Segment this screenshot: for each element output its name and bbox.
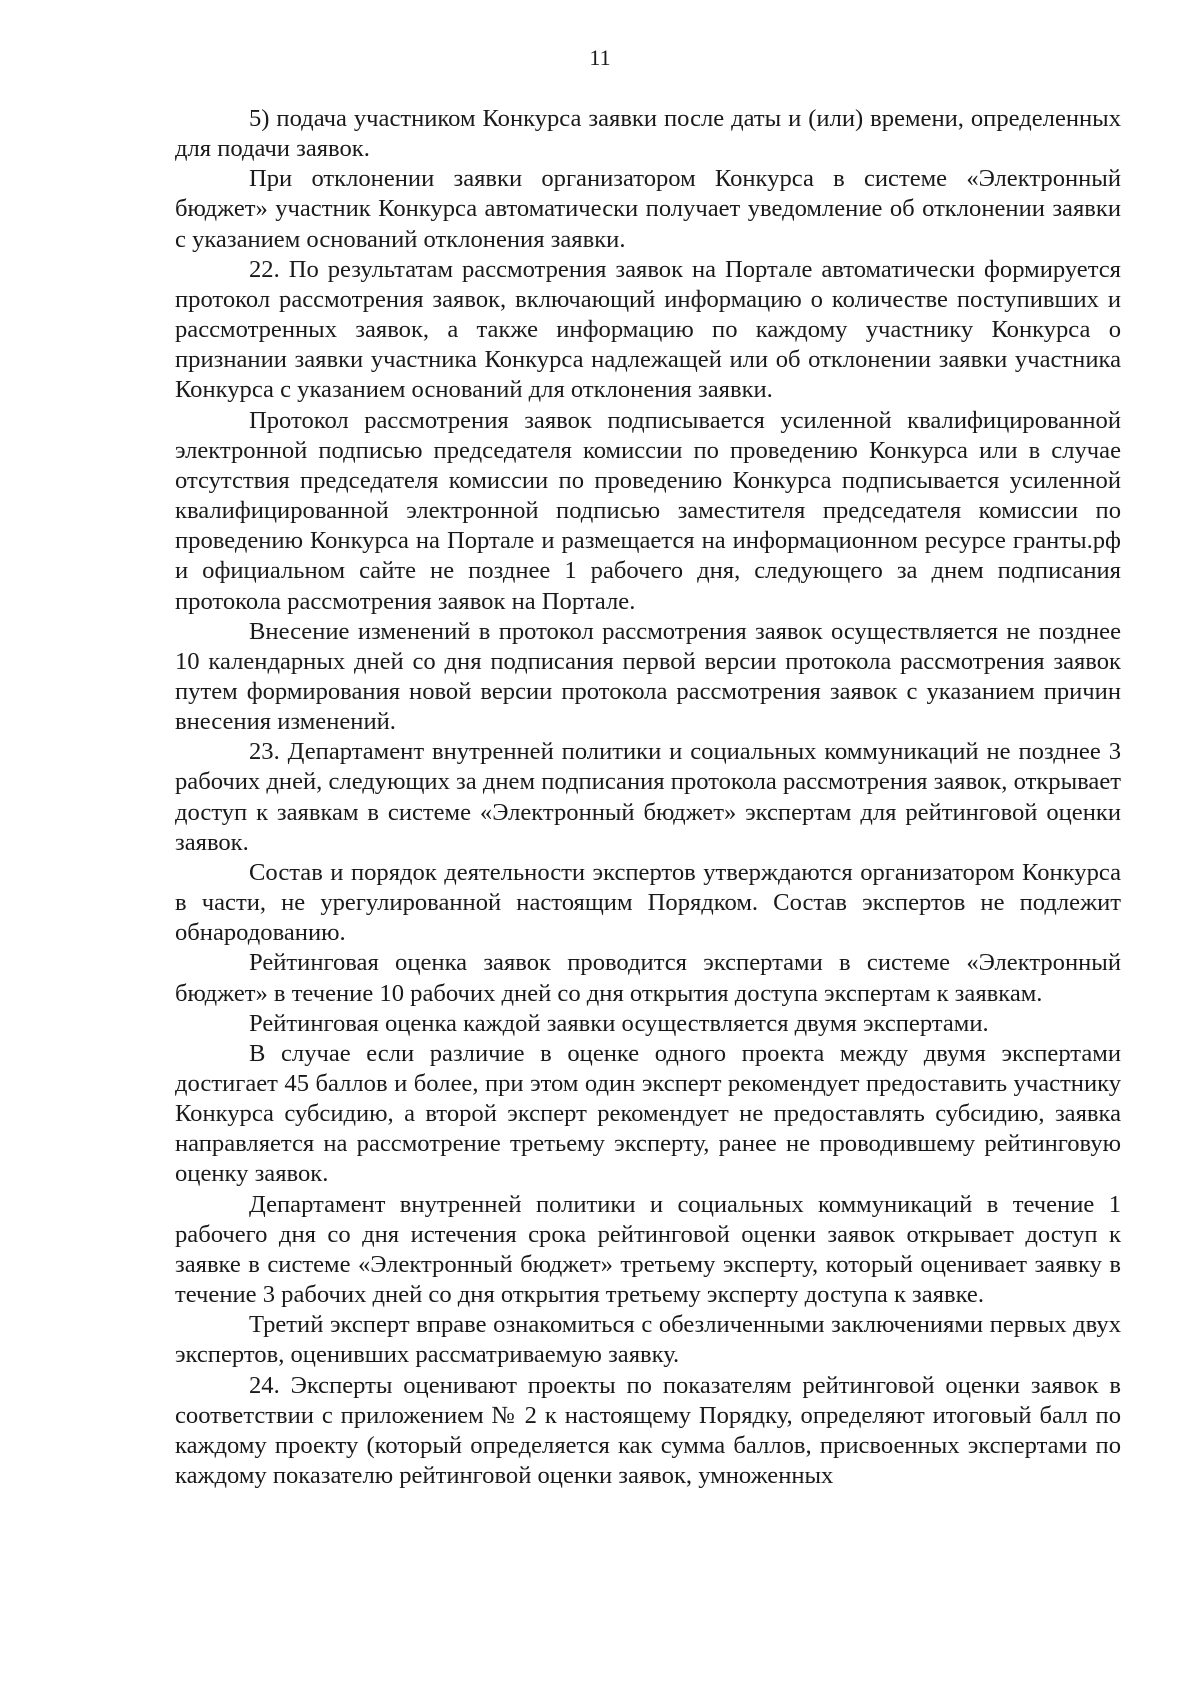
paragraph-clause-23: 23. Департамент внутренней политики и социальных коммуникаций не позднее 3 рабочих дней, следующих за днем подписания протокола рассмотрения заявок, открывает доступ к заявкам в системе «Электронный бюджет» экспертам для рейтинговой оценки заявок. (175, 738, 1121, 856)
paragraph-third-expert-review: Третий эксперт вправе ознакомиться с обезличенными заключениями первых двух экспертов, оценивших рассматриваемую заявку. (175, 1311, 1121, 1369)
document-body (175, 104, 1121, 1491)
paragraph-item-5: 5) подача участником Конкурса заявки после даты и (или) времени, определенных для подачи заявок. (175, 105, 1121, 163)
paragraph-third-expert-access: Департамент внутренней политики и социальных коммуникаций в течение 1 рабочего дня со дня истечения срока рейтинговой оценки заявок открывает доступ к заявке в системе «Электронный бюджет» третьему эксперту, который оценивает заявку в течение 3 рабочих дней со дня открытия третьему эксперту доступа к заявке. (175, 1190, 1121, 1309)
paragraph-protocol-signing: Протокол рассмотрения заявок подписывается усиленной квалифицированной электронной подписью председателя комиссии по проведению Конкурса или в случае отсутствия председателя комиссии по проведению Конкурса подписывается усиленной квалифицированной электронной подписью заместителя председателя комиссии по проведению Конкурса на Портале и размещается на информационном ресурсе гранты.рф и официальном сайте не позднее 1 рабочего дня, следующего за днем подписания протокола рассмотрения заявок на Портале. (175, 406, 1121, 615)
paragraph-two-experts: Рейтинговая оценка каждой заявки осуществляется двумя экспертами. (249, 1009, 989, 1037)
paragraph-protocol-changes: Внесение изменений в протокол рассмотрения заявок осуществляется не позднее 10 календарных дней со дня подписания первой версии протокола рассмотрения заявок путем формирования новой версии протокола рассмотрения заявок с указанием причин внесения изменений. (175, 617, 1121, 736)
page-number: 11 (589, 45, 611, 70)
paragraph-rating-period: Рейтинговая оценка заявок проводится экспертами в системе «Электронный бюджет» в течение 10 рабочих дней со дня открытия доступа экспертам к заявкам. (175, 949, 1121, 1007)
paragraph-rejection-notice: При отклонении заявки организатором Конкурса в системе «Электронный бюджет» участник Конкурса автоматически получает уведомление об отклонении заявки с указанием оснований отклонения заявки. (175, 165, 1121, 253)
paragraph-third-expert-case: В случае если различие в оценке одного проекта между двумя экспертами достигает 45 баллов и более, при этом один эксперт рекомендует предоставить участнику Конкурса субсидию, а второй эксперт рекомендует не предоставлять субсидию, заявка направляется на рассмотрение третьему эксперту, ранее не проводившему рейтинговую оценку заявок. (175, 1039, 1121, 1188)
paragraph-clause-22: 22. По результатам рассмотрения заявок на Портале автоматически формируется протокол рассмотрения заявок, включающий информацию о количестве поступивших и рассмотренных заявок, а также информацию по каждому участнику Конкурса о признании заявки участника Конкурса надлежащей или об отклонении заявки участника Конкурса с указанием оснований для отклонения заявки. (175, 255, 1121, 404)
paragraph-clause-24: 24. Эксперты оценивают проекты по показателям рейтинговой оценки заявок в соответствии с приложением № 2 к настоящему Порядку, определяют итоговый балл по каждому проекту (который определяется как сумма баллов, присвоенных экспертами по каждому показателю рейтинговой оценки заявок, умноженных (175, 1371, 1121, 1490)
paragraph-experts-composition: Состав и порядок деятельности экспертов утверждаются организатором Конкурса в части, не урегулированной настоящим Порядком. Состав экспертов не подлежит обнародованию. (175, 858, 1121, 947)
